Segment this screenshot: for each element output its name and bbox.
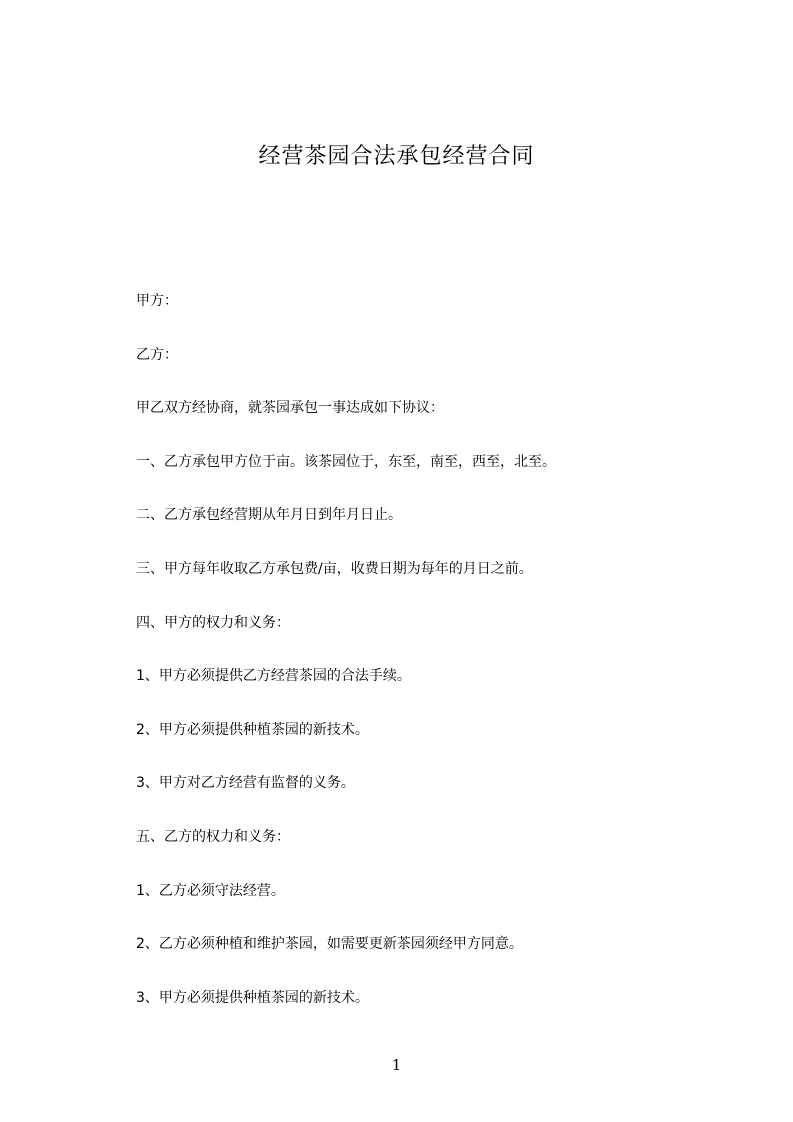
clause-4-item-1: 1、甲方必须提供乙方经营茶园的合法手续。 [136, 668, 411, 685]
clause-5-heading: 五、乙方的权力和义务： [136, 828, 290, 845]
clause-3: 三、甲方每年收取乙方承包费/亩，收费日期为每年的月日之前。 [136, 560, 533, 577]
agreement-intro: 甲乙双方经协商，就茶园承包一事达成如下协议： [136, 400, 444, 417]
party-b-line: 乙方： [136, 346, 178, 363]
page-number: 1 [391, 1056, 402, 1074]
document-title: 经营茶园合法承包经营合同 [258, 144, 535, 169]
document-body [136, 288, 696, 1038]
clause-1: 一、乙方承包甲方位于亩。该茶园位于，东至，南至，西至，北至。 [136, 453, 556, 470]
clause-5-item-2: 2、乙方必须种植和维护茶园，如需要更新茶园须经甲方同意。 [136, 936, 523, 953]
clause-4-item-3: 3、甲方对乙方经营有监督的义务。 [136, 775, 355, 792]
clause-4-item-2: 2、甲方必须提供种植茶园的新技术。 [136, 721, 369, 738]
clause-4-heading: 四、甲方的权力和义务： [136, 614, 290, 631]
clause-5-item-1: 1、乙方必须守法经营。 [136, 882, 285, 899]
clause-5-item-3: 3、甲方必须提供种植茶园的新技术。 [136, 989, 369, 1006]
clause-2: 二、乙方承包经营期从年月日到年月日止。 [136, 507, 402, 524]
party-a-line: 甲方： [136, 293, 178, 309]
